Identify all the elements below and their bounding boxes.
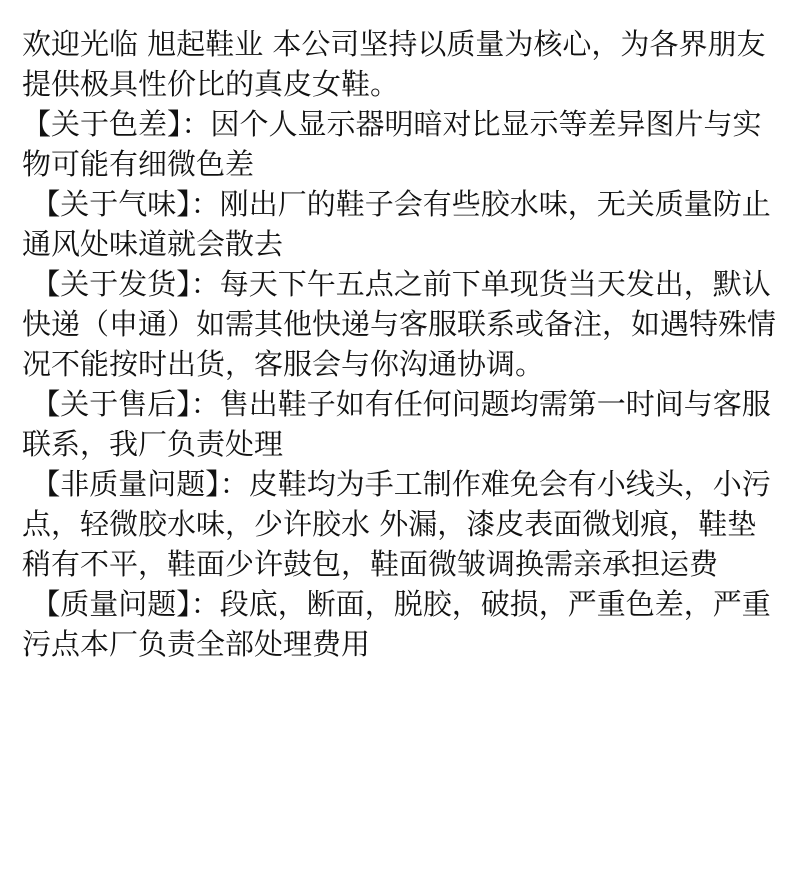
section-body: 售出鞋子如有任何问题均需第一时间与客服联系，我厂负责处理 bbox=[22, 387, 771, 461]
section-body: 刚出厂的鞋子会有些胶水味，无关质量防止通风处味道就会散去 bbox=[22, 187, 771, 261]
section-body: 因个人显示器明暗对比显示等差异图片与实物可能有细微色差 bbox=[22, 107, 762, 181]
section-body: 皮鞋均为手工制作难免会有小线头，小污点，轻微胶水味，少许胶水 外漏，漆皮表面微划痕，鞋垫稍有不平，鞋面少许鼓包，鞋面微皱调换需亲承担运费 bbox=[22, 467, 771, 581]
section-heading: 【质量问题】： bbox=[22, 587, 220, 621]
section-quality-issues bbox=[22, 584, 778, 664]
section-body: 段底，断面，脱胶，破损，严重色差，严重污点本厂负责全部处理费用 bbox=[22, 587, 771, 661]
section-heading: 【关于售后】： bbox=[22, 387, 220, 421]
section-heading: 【关于气味】： bbox=[22, 187, 220, 221]
notice-document bbox=[22, 24, 778, 664]
section-color-difference bbox=[22, 104, 778, 184]
section-body: 每天下午五点之前下单现货当天发出，默认快递（申通）如需其他快递与客服联系或备注，如遇特殊情况不能按时出货，客服会与你沟通协调。 bbox=[22, 267, 777, 381]
section-shipping bbox=[22, 264, 778, 384]
intro-paragraph: 欢迎光临 旭起鞋业 本公司坚持以质量为核心，为各界朋友提供极具性价比的真皮女鞋。 bbox=[22, 27, 766, 101]
section-after-sales bbox=[22, 384, 778, 464]
section-odor bbox=[22, 184, 778, 264]
section-heading: 【关于发货】： bbox=[22, 267, 220, 301]
section-non-quality-issues bbox=[22, 464, 778, 584]
section-heading: 【非质量问题】： bbox=[22, 467, 249, 501]
section-heading: 【关于色差】： bbox=[22, 107, 211, 141]
